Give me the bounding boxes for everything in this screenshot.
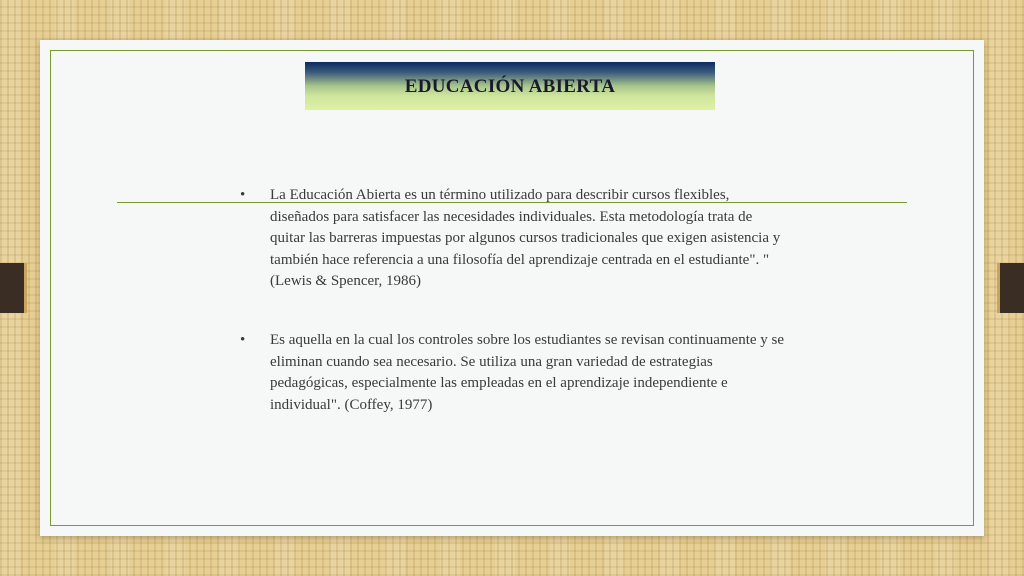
title-banner — [305, 62, 715, 110]
bullet-item-1 — [240, 185, 790, 293]
slide-paper — [40, 40, 984, 536]
right-side-tab — [997, 263, 1024, 313]
bullet-text: Es aquella en la cual los controles sobre los estudiantes se revisan continuamente y se eliminan cuando sea necesario. Se utiliza una gran variedad de estrategias pedagógicas, especialmente las empleadas en el aprendizaje independiente e individual". (Coffey, 1977) — [270, 332, 785, 413]
bullet-marker: • — [240, 187, 246, 203]
bullet-marker: • — [240, 332, 246, 348]
bullet-text: La Educación Abierta es un término utilizado para describir cursos flexibles, diseñados para satisfacer las necesidades individuales. Esta metodología trata de quitar las barreras impuestas por algunos cursos tradicionales que exigen asistencia y también hace referencia a una filosofía del aprendizaje centrada en el estudiante". " (Lewis & Spencer, 1986) — [270, 187, 781, 289]
bullet-item-2 — [240, 330, 790, 416]
left-side-tab — [0, 263, 27, 313]
slide-title: EDUCACIÓN ABIERTA — [404, 76, 616, 97]
